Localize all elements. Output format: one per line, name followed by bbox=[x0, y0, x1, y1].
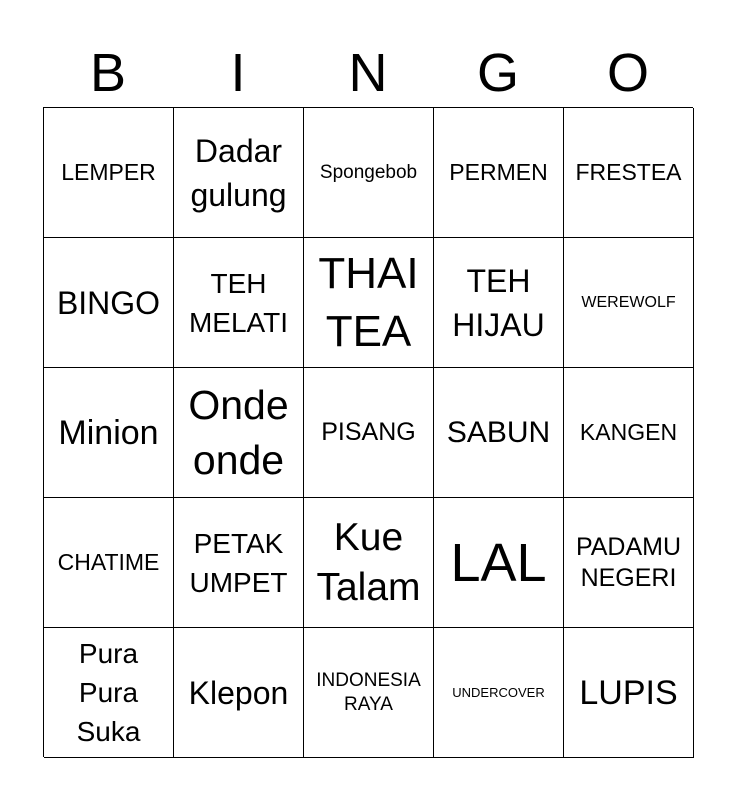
cell-label: THAI TEA bbox=[318, 248, 419, 356]
cell-label: Klepon bbox=[188, 674, 289, 711]
cell-label: WEREWOLF bbox=[581, 293, 676, 311]
cell-label: TEH MELATI bbox=[188, 267, 289, 338]
cell-label: PETAK UMPET bbox=[189, 527, 288, 598]
bingo-cell[interactable] bbox=[174, 238, 304, 368]
bingo-cell[interactable] bbox=[174, 368, 304, 498]
bingo-cell[interactable] bbox=[304, 368, 434, 498]
cell-label: UNDERCOVER bbox=[452, 685, 545, 700]
bingo-cell[interactable] bbox=[44, 368, 174, 498]
cell-label: Onde onde bbox=[188, 381, 289, 483]
cell-label: PADAMU NEGERI bbox=[575, 532, 682, 592]
header-letter-b: B bbox=[89, 43, 127, 103]
bingo-cell[interactable] bbox=[564, 498, 694, 628]
cell-label: LAL bbox=[450, 532, 547, 593]
bingo-cell[interactable] bbox=[174, 498, 304, 628]
bingo-cell[interactable] bbox=[44, 498, 174, 628]
header-letter-g: G bbox=[476, 43, 519, 103]
cell-label: KANGEN bbox=[579, 419, 678, 445]
bingo-cell[interactable] bbox=[564, 238, 694, 368]
cell-label: LEMPER bbox=[61, 159, 156, 185]
cell-label: Spongebob bbox=[319, 161, 418, 183]
bingo-cell[interactable] bbox=[304, 628, 434, 758]
header-letter-i: I bbox=[230, 43, 246, 103]
cell-label: LUPIS bbox=[579, 673, 678, 712]
cell-label: Pura Pura Suka bbox=[76, 638, 141, 747]
bingo-cell[interactable] bbox=[434, 108, 564, 238]
cell-label: CHATIME bbox=[57, 549, 160, 575]
cell-label: FRESTEA bbox=[575, 159, 682, 185]
bingo-board bbox=[43, 107, 693, 757]
bingo-cell[interactable] bbox=[434, 498, 564, 628]
cell-label: Dadar gulung bbox=[190, 132, 287, 213]
bingo-cell[interactable] bbox=[174, 108, 304, 238]
cell-label: PERMEN bbox=[449, 159, 548, 185]
bingo-cell[interactable] bbox=[304, 238, 434, 368]
bingo-cell[interactable] bbox=[44, 108, 174, 238]
cell-label: PISANG bbox=[321, 418, 416, 446]
bingo-cell[interactable] bbox=[434, 238, 564, 368]
bingo-cell[interactable] bbox=[174, 628, 304, 758]
cell-label: Minion bbox=[58, 413, 159, 452]
bingo-cell[interactable] bbox=[304, 498, 434, 628]
bingo-cell[interactable] bbox=[44, 628, 174, 758]
bingo-cell[interactable] bbox=[564, 108, 694, 238]
cell-label: INDONESIA RAYA bbox=[316, 669, 421, 715]
cell-label: BINGO bbox=[56, 284, 161, 321]
bingo-header bbox=[43, 38, 693, 108]
bingo-cell[interactable] bbox=[434, 368, 564, 498]
bingo-cell[interactable] bbox=[564, 628, 694, 758]
bingo-cell[interactable] bbox=[44, 238, 174, 368]
bingo-cell[interactable] bbox=[564, 368, 694, 498]
cell-label: SABUN bbox=[446, 415, 551, 449]
header-letter-n: N bbox=[348, 43, 388, 103]
cell-label: Kue Talam bbox=[316, 515, 421, 609]
bingo-cell[interactable] bbox=[434, 628, 564, 758]
header-letter-o: O bbox=[606, 43, 649, 103]
cell-label: TEH HIJAU bbox=[452, 262, 545, 343]
bingo-cell[interactable] bbox=[304, 108, 434, 238]
